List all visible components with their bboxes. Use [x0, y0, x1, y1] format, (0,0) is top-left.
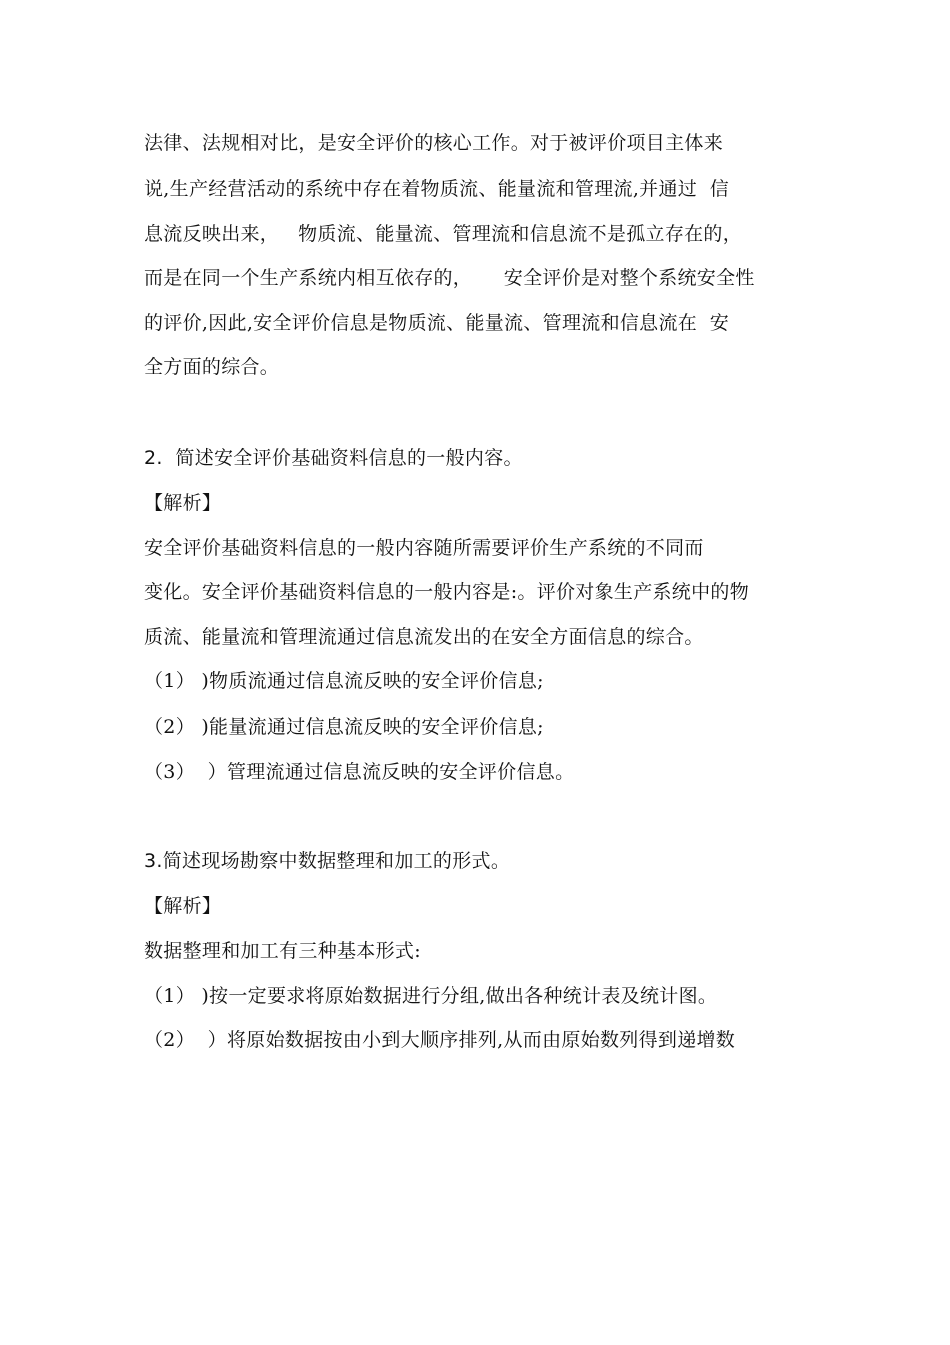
question-2-title: 2. 简述安全评价基础资料信息的一般内容。 [144, 447, 523, 469]
question-2-item-2: （2） )能量流通过信息流反映的安全评价信息; [144, 716, 544, 738]
intro-line-4: 而是在同一个生产系统内相互依存的， 安全评价是对整个系统安全性 [144, 267, 755, 289]
question-3-title: 3.简述现场勘察中数据整理和加工的形式。 [144, 850, 511, 872]
intro-line-6: 全方面的综合。 [144, 356, 280, 378]
question-2-item-1: （1） )物质流通过信息流反映的安全评价信息; [144, 670, 544, 692]
question-3-body-line-1: 数据整理和加工有三种基本形式: [144, 940, 421, 962]
question-3-analysis-label: 【解析】 [144, 895, 222, 917]
intro-line-2: 说,生产经营活动的系统中存在着物质流、能量流和管理流,并通过 信 [144, 178, 730, 200]
question-2-item-3: （3） ）管理流通过信息流反映的安全评价信息。 [144, 761, 575, 783]
question-2-body-line-1: 安全评价基础资料信息的一般内容随所需要评价生产系统的不同而 [144, 537, 704, 559]
intro-line-5: 的评价,因此,安全评价信息是物质流、能量流、管理流和信息流在 安 [144, 312, 730, 334]
question-2-analysis-label: 【解析】 [144, 492, 222, 514]
question-3-item-1: （1） )按一定要求将原始数据进行分组,做出各种统计表及统计图。 [144, 985, 718, 1007]
intro-line-1: 法律、法规相对比，是安全评价的核心工作。对于被评价项目主体来 [144, 132, 724, 154]
question-2-body-line-3: 质流、能量流和管理流通过信息流发出的在安全方面信息的综合。 [144, 626, 704, 648]
question-3-item-2: （2） ）将原始数据按由小到大顺序排列,从而由原始数列得到递增数 [144, 1029, 736, 1051]
intro-line-3: 息流反映出来， 物质流、能量流、管理流和信息流不是孤立存在的， [144, 223, 743, 245]
question-2-body-line-2: 变化。安全评价基础资料信息的一般内容是:。评价对象生产系统中的物 [144, 581, 750, 603]
